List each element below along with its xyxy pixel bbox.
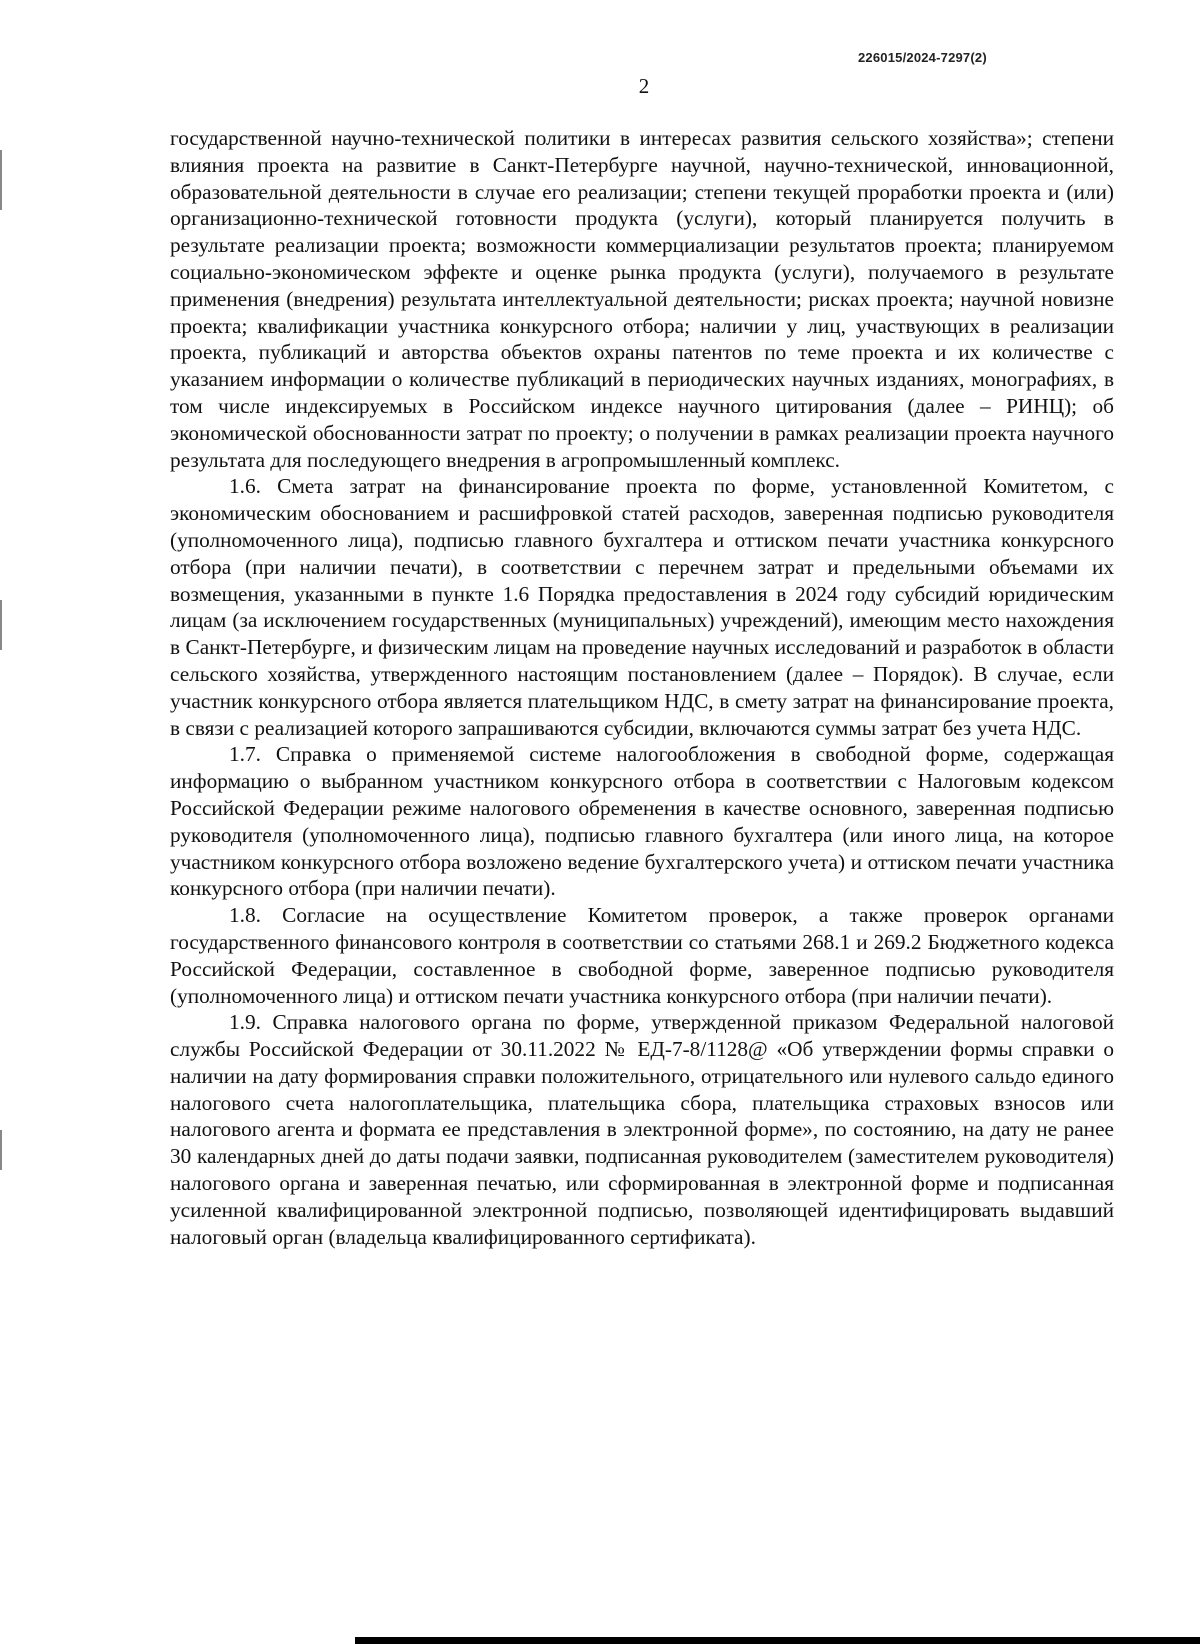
document-id: 226015/2024-7297(2) bbox=[858, 50, 987, 65]
scan-edge-mark bbox=[0, 600, 2, 650]
paragraph-1-7: 1.7. Справка о применяемой системе налогообложения в свободной форме, содержащая информацию о выбранном участником конкурсного отбора в соответствии с Налоговым кодексом Российской Федерации режиме налогового обременения в качестве основного, заверенная подписью руководителя (уполномоченного лица), подписью главного бухгалтера (или иного лица, на которое участником конкурсного отбора возложено ведение бухгалтерского учета) и оттиском печати участника конкурсного отбора (при наличии печати). bbox=[170, 742, 1114, 901]
paragraph-1-8: 1.8. Согласие на осуществление Комитетом проверок, а также проверок органами государственного финансового контроля в соответствии со статьями 268.1 и 269.2 Бюджетного кодекса Российской Федерации, составленное в свободной форме, заверенное подписью руководителя (уполномоченного лица) и оттиском печати участника конкурсного отбора (при наличии печати). bbox=[170, 903, 1114, 1008]
scan-edge-mark bbox=[0, 1130, 2, 1170]
page-number: 2 bbox=[638, 74, 650, 98]
scan-bottom-edge bbox=[355, 1637, 1200, 1644]
scan-edge-mark bbox=[0, 150, 2, 210]
paragraph-1-6: 1.6. Смета затрат на финансирование проекта по форме, установленной Комитетом, с экономическим обоснованием и расшифровкой статей расходов, заверенная подписью руководителя (уполномоченного лица), подписью главного бухгалтера и оттиском печати участника конкурсного отбора (при наличии печати), в соответствии с перечнем затрат и предельными объемами их возмещения, указанными в пункте 1.6 Порядка предоставления в 2024 году субсидий юридическим лицам (за исключением государственных (муниципальных) учреждений), имеющим место нахождения в Санкт-Петербурге, и физическим лицам на проведение научных исследований и разработок в области сельского хозяйства, утвержденного настоящим постановлением (далее – Порядок). В случае, если участник конкурсного отбора является плательщиком НДС, в смету затрат на финансирование проекта, в связи с реализацией которого запрашиваются субсидии, включаются суммы затрат без учета НДС. bbox=[170, 474, 1114, 740]
paragraph-continuation: государственной научно-технической политики в интересах развития сельского хозяйства»; степени влияния проекта на развитие в Санкт-Петербурге научной, научно-технической, инновационной, образовательной деятельности в случае его реализации; степени текущей проработки проекта и (или) организационно-технической готовности продукта (услуги), который планируется получить в результате реализации проекта; возможности коммерциализации результатов проекта; планируемом социально-экономическом эффекте и оценке рынка продукта (услуги), получаемого в результате применения (внедрения) результата интеллектуальной деятельности; рисках проекта; научной новизне проекта; квалификации участника конкурсного отбора; наличии у лиц, участвующих в реализации проекта, публикаций и авторства объектов охраны патентов по теме проекта и их количестве с указанием информации о количестве публикаций в периодических научных изданиях, монографиях, в том числе индексируемых в Российском индексе научного цитирования (далее – РИНЦ); об экономической обоснованности затрат по проекту; о получении в рамках реализации проекта научного результата для последующего внедрения в агропромышленный комплекс. bbox=[170, 126, 1114, 472]
paragraph-1-9: 1.9. Справка налогового органа по форме, утвержденной приказом Федеральной налоговой службы Российской Федерации от 30.11.2022 № ЕД-7-8/1128@ «Об утверждении формы справки о наличии на дату формирования справки положительного, отрицательного или нулевого сальдо единого налогового счета налогоплательщика, плательщика сбора, плательщика страховых взносов или налогового агента и формата ее представления в электронной форме», по состоянию, на дату не ранее 30 календарных дней до даты подачи заявки, подписанная руководителем (заместителем руководителя) налогового органа и заверенная печатью, или сформированная в электронной форме и подписанная усиленной квалифицированной электронной подписью, позволяющей идентифицировать выдавший налоговый орган (владельца квалифицированного сертификата). bbox=[170, 1010, 1114, 1249]
document-body bbox=[170, 125, 1114, 1250]
